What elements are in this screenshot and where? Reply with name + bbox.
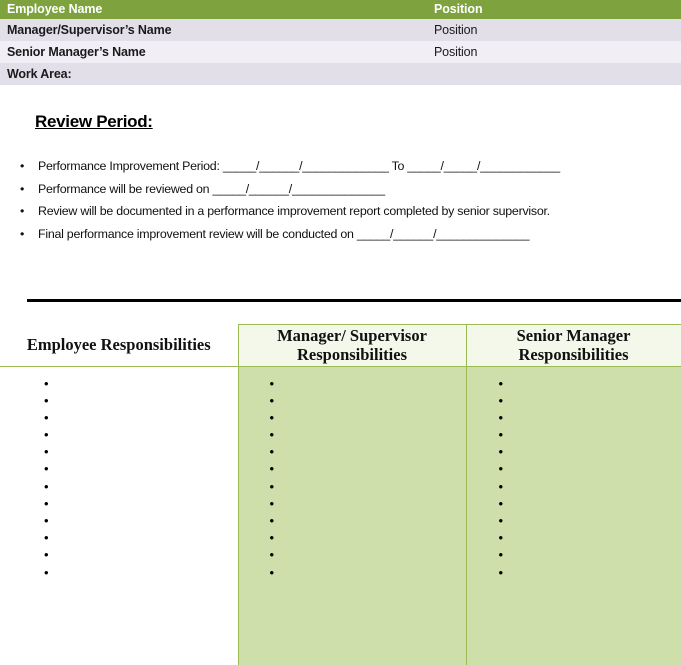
list-item	[239, 392, 466, 409]
list-item-text: Final performance improvement review will be conducted on _____/______/______________	[38, 226, 530, 241]
bullet-icon: •	[269, 392, 275, 408]
bullet-icon: •	[44, 375, 49, 391]
list-item	[0, 178, 681, 201]
bullet-icon: •	[44, 409, 49, 425]
senior-manager-position-cell: Position	[434, 41, 681, 63]
bullet-icon: •	[44, 513, 49, 528]
list-item	[0, 564, 238, 581]
list-item	[467, 426, 681, 443]
list-item	[0, 155, 681, 178]
bullet-icon: •	[269, 547, 275, 563]
list-item	[467, 478, 681, 495]
list-item	[0, 426, 238, 443]
list-item	[0, 460, 238, 477]
list-item	[467, 375, 681, 392]
list-item	[239, 512, 466, 529]
list-item	[467, 443, 681, 460]
list-item	[239, 460, 466, 477]
list-item	[239, 546, 466, 563]
bullet-icon: •	[269, 495, 275, 511]
bullet-icon: •	[498, 444, 504, 460]
list-item	[0, 200, 681, 223]
bullet-icon: •	[20, 181, 25, 196]
responsibilities-section	[0, 324, 681, 663]
bullet-icon: •	[498, 513, 504, 528]
list-item	[467, 409, 681, 426]
bullet-icon: •	[44, 547, 49, 563]
bullet-icon: •	[20, 226, 25, 241]
info-table-header-row	[0, 0, 681, 19]
bullet-icon: •	[44, 427, 49, 443]
bullet-icon: •	[44, 461, 49, 477]
bullet-icon: •	[498, 495, 504, 511]
list-item	[0, 223, 681, 246]
review-period-list	[0, 155, 681, 245]
bullet-icon: •	[269, 513, 275, 528]
list-item-text: Review will be documented in a performance improvement report completed by senior supervisor.	[38, 204, 550, 218]
table-row	[0, 41, 681, 63]
list-item	[0, 409, 238, 426]
column-header-manager-supervisor-responsibilities: Manager/ Supervisor Responsibilities	[238, 325, 466, 367]
list-item	[467, 546, 681, 563]
bullet-icon: •	[44, 530, 49, 546]
review-period-section	[0, 112, 681, 245]
table-row	[0, 63, 681, 85]
bullet-icon: •	[269, 478, 275, 494]
list-item	[0, 392, 238, 409]
list-item	[467, 529, 681, 546]
column-header-senior-manager-responsibilities: Senior Manager Responsibilities	[466, 325, 681, 367]
bullet-icon: •	[44, 478, 49, 494]
bullet-icon: •	[44, 564, 49, 580]
manager-supervisor-responsibilities-bullets	[239, 367, 466, 581]
bullet-icon: •	[20, 204, 25, 218]
list-item	[467, 512, 681, 529]
list-item	[239, 375, 466, 392]
bullet-icon: •	[498, 547, 504, 563]
bullet-icon: •	[498, 427, 504, 443]
list-item	[0, 495, 238, 512]
bullet-icon: •	[498, 392, 504, 408]
bullet-icon: •	[44, 392, 49, 408]
list-item	[239, 426, 466, 443]
bullet-icon: •	[498, 530, 504, 546]
list-item	[0, 512, 238, 529]
bullet-icon: •	[44, 495, 49, 511]
bullet-icon: •	[20, 159, 25, 173]
column-header-employee-name: Employee Name	[0, 0, 434, 19]
work-area-value-cell	[434, 63, 681, 85]
employee-responsibilities-cell	[0, 366, 238, 665]
list-item-text: Performance Improvement Period: _____/______/_____________ To _____/_____/____________	[38, 159, 560, 173]
table-row	[0, 19, 681, 41]
list-item	[0, 478, 238, 495]
bullet-icon: •	[269, 427, 275, 443]
manager-supervisor-name-cell: Manager/Supervisor’s Name	[0, 19, 434, 41]
employee-responsibilities-bullets	[0, 367, 238, 581]
employee-info-table	[0, 0, 681, 85]
manager-supervisor-position-cell: Position	[434, 19, 681, 41]
list-item	[239, 443, 466, 460]
list-item	[467, 495, 681, 512]
responsibilities-header-row	[0, 325, 681, 367]
responsibilities-table	[0, 324, 681, 665]
bullet-icon: •	[269, 564, 275, 580]
list-item	[0, 375, 238, 392]
list-item	[0, 443, 238, 460]
bullet-icon: •	[269, 461, 275, 477]
list-item	[239, 409, 466, 426]
list-item	[239, 495, 466, 512]
list-item	[467, 460, 681, 477]
list-item	[239, 529, 466, 546]
bullet-icon: •	[498, 461, 504, 477]
list-item	[0, 546, 238, 563]
responsibilities-body-row	[0, 366, 681, 665]
list-item-text: Performance will be reviewed on _____/______/______________	[38, 181, 385, 196]
list-item	[239, 478, 466, 495]
bullet-icon: •	[269, 444, 275, 460]
bullet-icon: •	[44, 444, 49, 460]
section-divider	[27, 299, 681, 302]
bullet-icon: •	[269, 530, 275, 546]
list-item	[467, 392, 681, 409]
bullet-icon: •	[498, 478, 504, 494]
bullet-icon: •	[498, 409, 504, 425]
bullet-icon: •	[498, 564, 504, 580]
bullet-icon: •	[269, 375, 275, 391]
bullet-icon: •	[269, 409, 275, 425]
senior-manager-responsibilities-cell	[466, 366, 681, 665]
bullet-icon: •	[498, 375, 504, 391]
column-header-employee-responsibilities: Employee Responsibilities	[0, 325, 238, 367]
list-item	[0, 529, 238, 546]
list-item	[239, 564, 466, 581]
list-item	[467, 564, 681, 581]
column-header-position: Position	[434, 0, 681, 19]
manager-supervisor-responsibilities-cell	[238, 366, 466, 665]
review-period-heading: Review Period:	[35, 112, 153, 131]
senior-manager-name-cell: Senior Manager’s Name	[0, 41, 434, 63]
work-area-cell: Work Area:	[0, 63, 434, 85]
senior-manager-responsibilities-bullets	[467, 367, 681, 581]
